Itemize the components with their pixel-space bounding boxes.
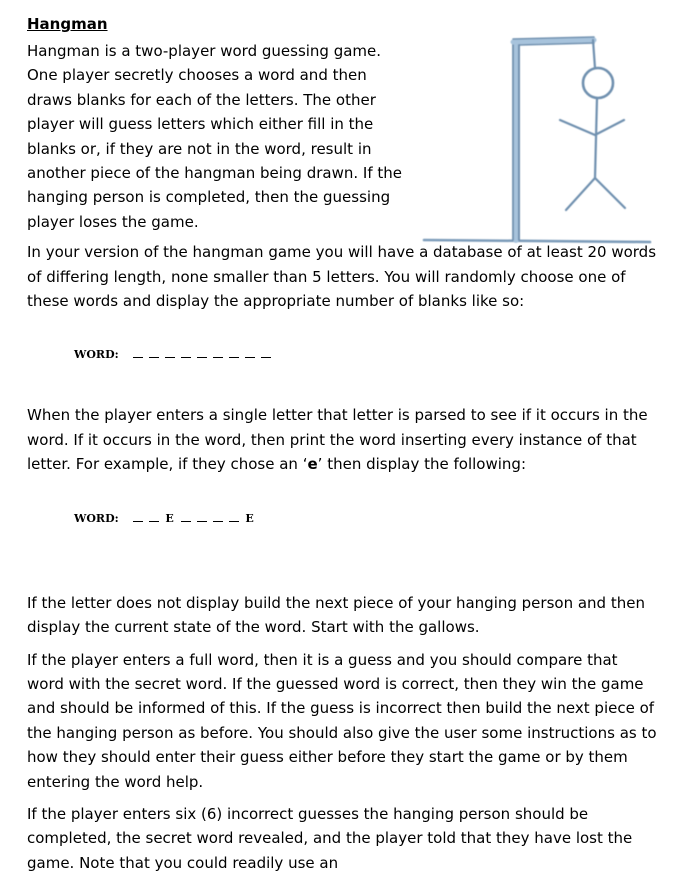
word-guess-paragraph: If the player enters a full word, then it is a guess and you should compare that word with the secret word. If the guessed word is correct, then they win the game and should be informed of this. If the guess is incorrect then build the next piece of the hanging person as before. You should also give the user some instructions as to how they should enter their guess either before they start the game or by them entering the word help. [27,650,657,791]
blank-slot [261,347,271,358]
paragraph-text: When the player enters a single letter that letter is parsed to see if it occurs in the word. If it occurs in the word, then print the word inserting every instance of that letter. For example, if they chose an ‘ [27,406,648,474]
page-title: Hangman [27,15,108,33]
blank-slot [213,511,223,522]
letter-guess-paragraph [27,403,657,476]
blank-slot [133,511,143,522]
word-label: WORD: [74,511,119,525]
blank-slot [197,347,207,358]
blank-slot [133,347,143,358]
blank-slot [149,511,159,522]
revealed-letter: E [165,511,174,525]
paragraph-text: ’ then display the following: [317,455,527,474]
blank-slot [245,347,255,358]
example-letter: e [307,455,318,474]
database-paragraph: In your version of the hangman game you will have a database of at least 20 words of differing length, none smaller than 5 letters. You will randomly choose one of these words and display the appropriate number of blanks like so: [27,243,657,311]
word-label: WORD: [74,348,119,362]
blank-slot [229,511,239,522]
example-filled-block [27,477,657,591]
blank-slot [229,347,239,358]
word-example-filled [74,511,261,525]
blank-slot [149,347,159,358]
revealed-letter: E [245,511,254,525]
document-body [27,14,657,875]
blank-slot [181,511,191,522]
example-blanks-block [27,313,657,403]
blank-slot [181,347,191,358]
blank-slot [165,347,175,358]
blank-slot [213,347,223,358]
intro-paragraph: Hangman is a two-player word guessing game. One player secretly chooses a word and then draws blanks for each of the letters. The other player will guess letters which either fill in the blanks or, if they are not in the word, result in another piece of the hangman being drawn. If the hanging person is completed, then the guessing player loses the game. [27,42,402,231]
lose-paragraph: If the player enters six (6) incorrect guesses the hanging person should be completed, the secret word revealed, and the player told that they have lost the game. Note that you could readily use an [27,804,633,872]
word-example-blanks [74,347,277,361]
blank-slots [133,511,261,525]
blank-slot [197,511,207,522]
miss-paragraph: If the letter does not display build the next piece of your hanging person and then display the current state of the word. Start with the gallows. [27,593,645,637]
blank-slots [133,347,277,361]
